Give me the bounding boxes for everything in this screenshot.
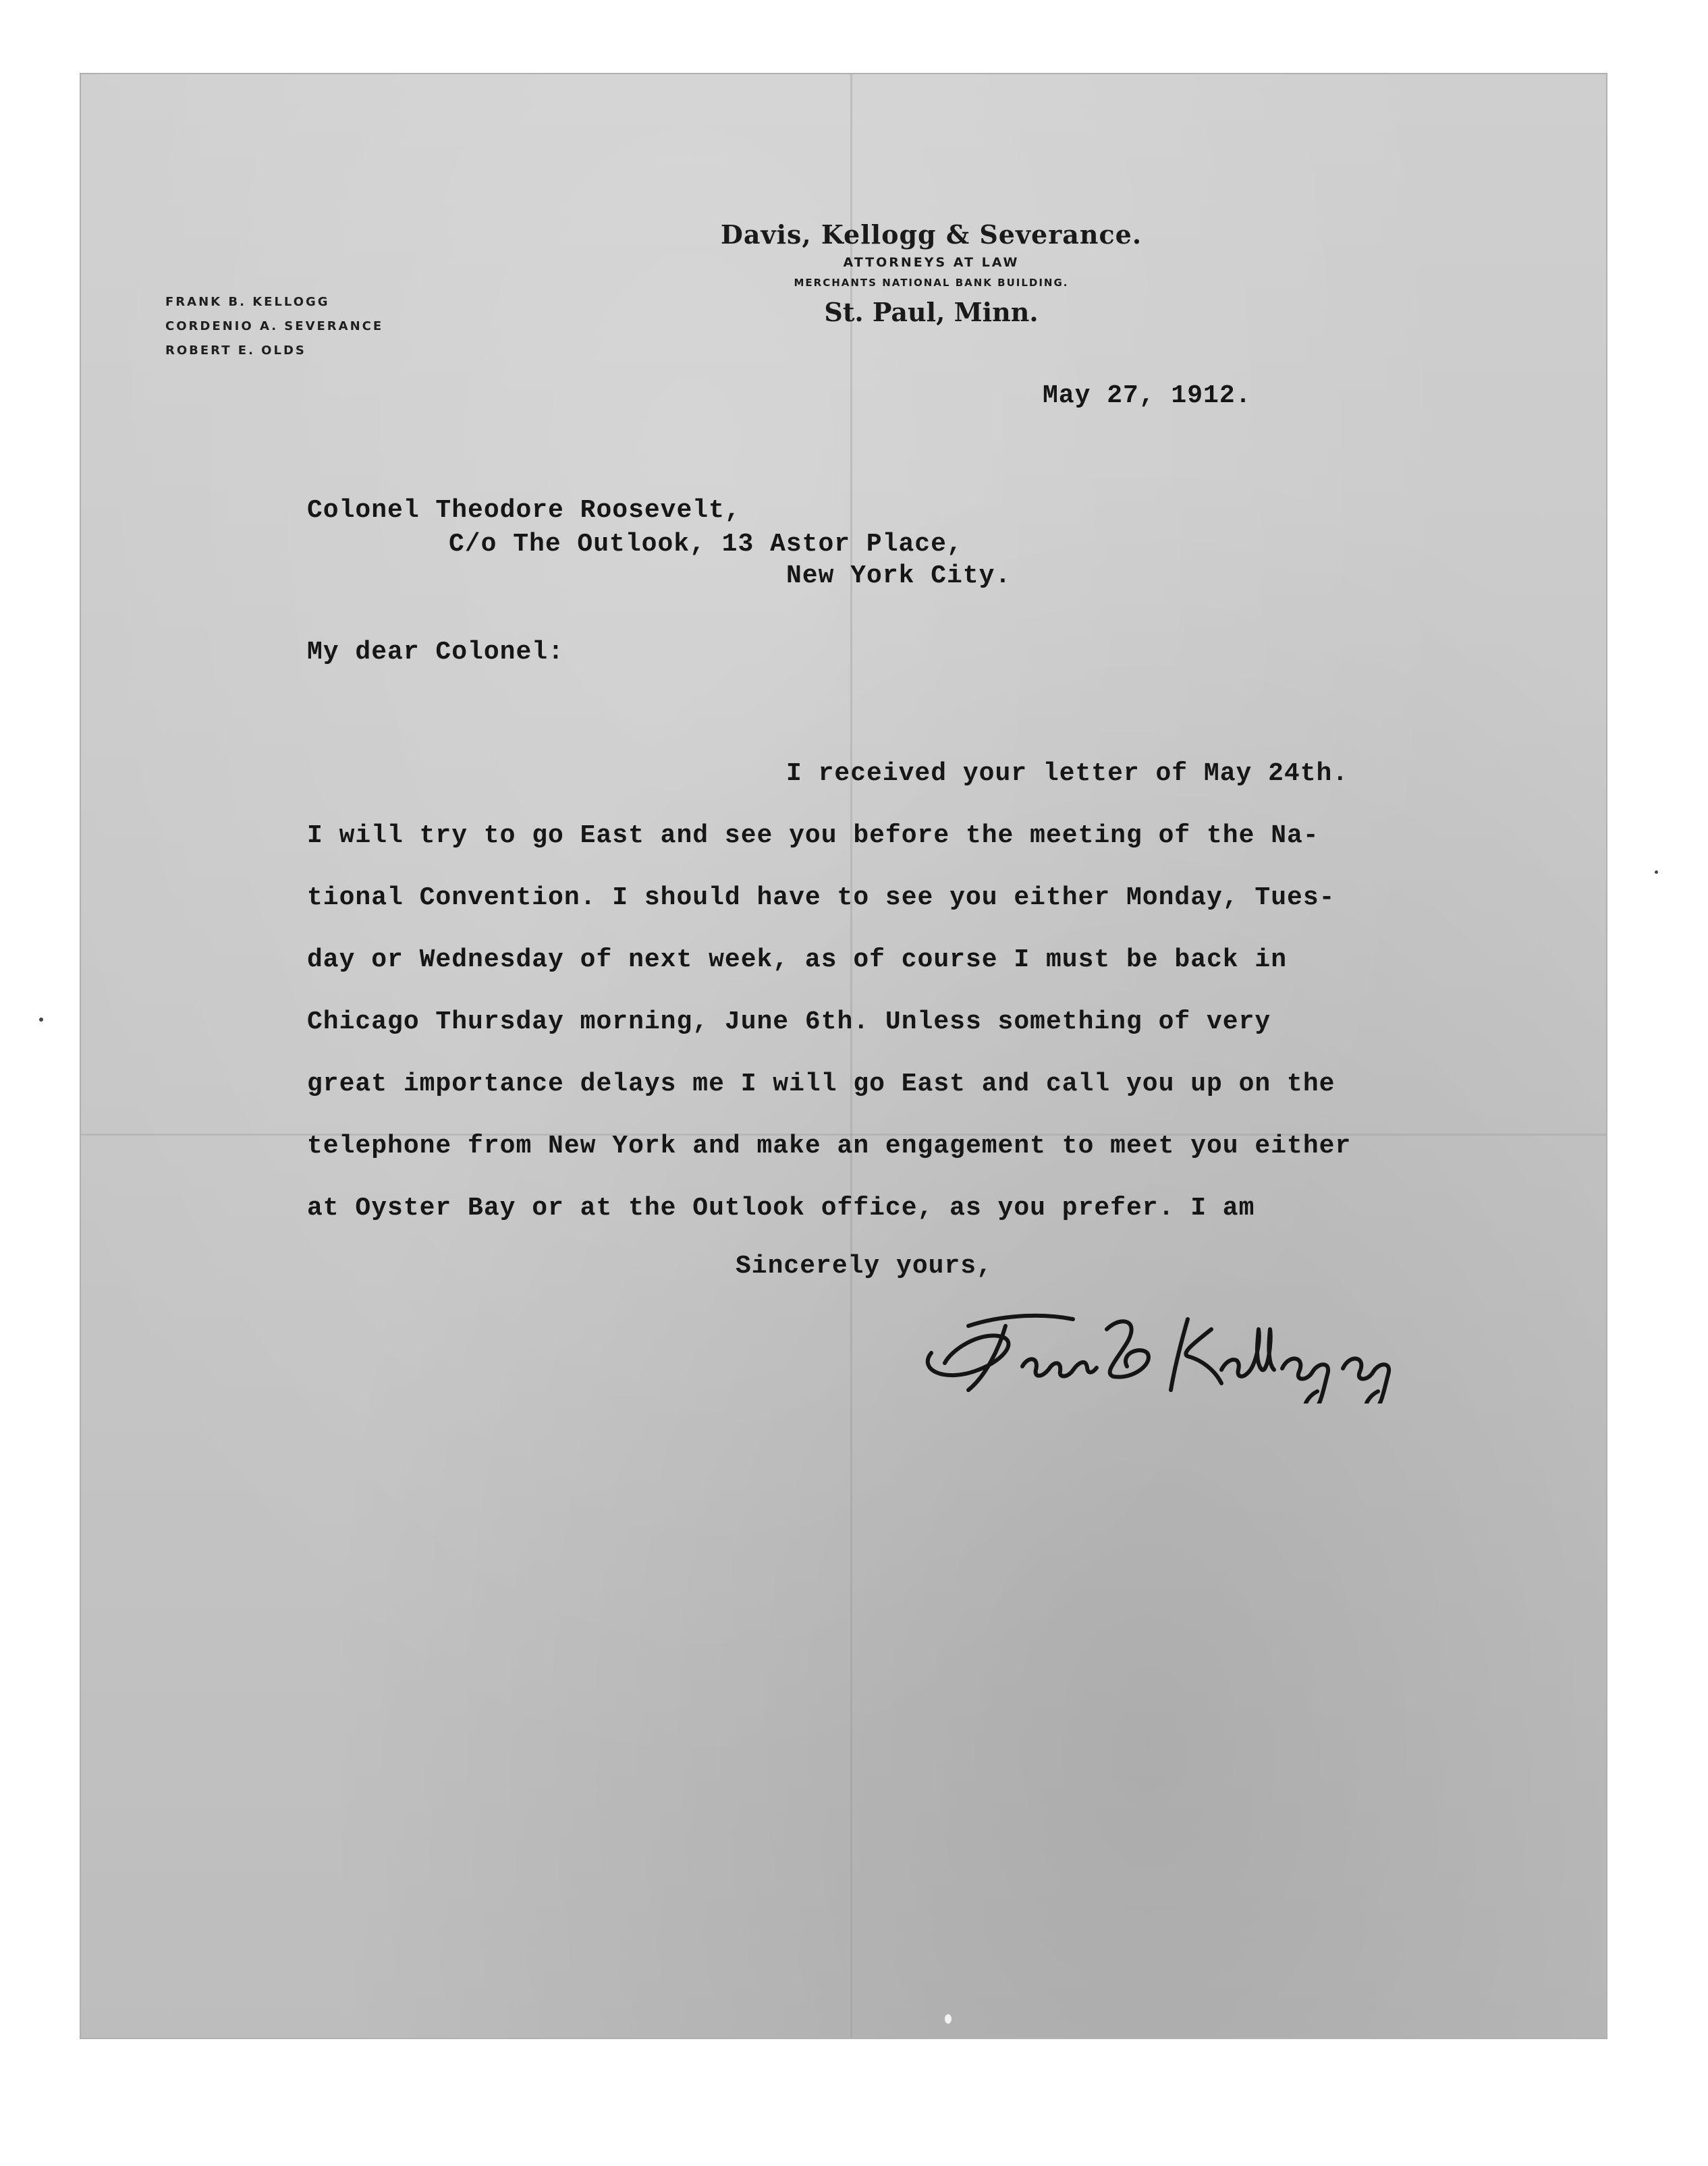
recipient-line-2: C/o The Outlook, 13 Astor Place, <box>449 530 963 559</box>
paper-speck <box>945 2014 952 2024</box>
scan-speck <box>1655 870 1658 874</box>
recipient-line-3: New York City. <box>786 561 1012 590</box>
body-line: great importance delays me I will go East and call you up on the <box>307 1070 1335 1099</box>
body-line: Chicago Thursday morning, June 6th. Unless something of very <box>307 1007 1271 1036</box>
firm-name: Davis, Kellogg & Severance. <box>720 219 1142 250</box>
partner-name: ROBERT E. OLDS <box>165 343 306 358</box>
body-line: at Oyster Bay or at the Outlook office, as you prefer. I am <box>307 1194 1255 1223</box>
handwritten-signature <box>904 1289 1431 1404</box>
letter-date: May 27, 1912. <box>1043 381 1252 410</box>
letter-sheet <box>81 74 1606 2038</box>
partner-name: CORDENIO A. SEVERANCE <box>165 319 384 333</box>
partner-name: FRANK B. KELLOGG <box>165 295 330 309</box>
body-line: tional Convention. I should have to see you either Monday, Tues- <box>307 883 1335 912</box>
letterhead <box>661 219 1201 327</box>
recipient-line-1: Colonel Theodore Roosevelt, <box>307 496 741 525</box>
firm-city: St. Paul, Minn. <box>824 297 1039 327</box>
firm-building: MERCHANTS NATIONAL BANK BUILDING. <box>794 277 1069 289</box>
body-line: day or Wednesday of next week, as of course I must be back in <box>307 945 1288 974</box>
body-line: I will try to go East and see you before the meeting of the Na- <box>307 821 1319 850</box>
firm-profession: ATTORNEYS AT LAW <box>843 255 1020 270</box>
body-line: telephone from New York and make an engagement to meet you either <box>307 1132 1352 1161</box>
salutation: My dear Colonel: <box>307 638 564 667</box>
body-line: I received your letter of May 24th. <box>786 759 1349 788</box>
closing: Sincerely yours, <box>736 1252 993 1281</box>
scan-speck <box>39 1018 43 1022</box>
partners-list <box>165 290 383 363</box>
fold-crease-vertical <box>850 74 852 2038</box>
